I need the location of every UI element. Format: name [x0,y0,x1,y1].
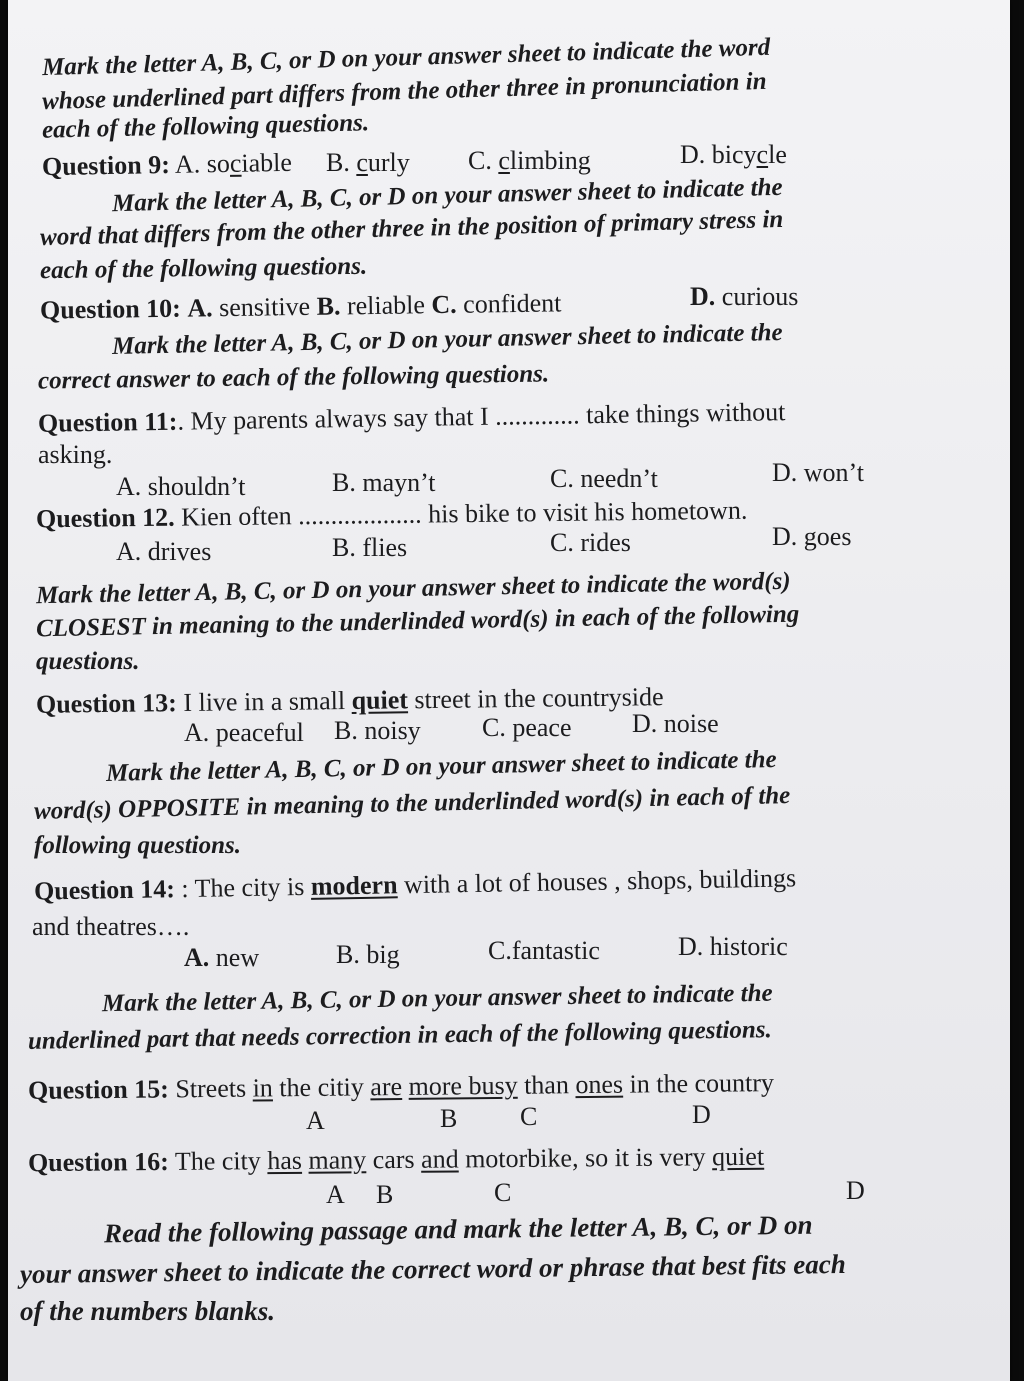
question-13: Question 13: I live in a small quiet street in the countryside [35,682,664,719]
option-c[interactable]: C. peace [482,713,572,742]
question-text: . My parents always say that I ............. take things without [177,397,786,436]
option-c[interactable]: C. confident [431,288,562,320]
option-d[interactable]: D. historic [678,932,788,961]
option-d[interactable]: D. curious [690,282,799,311]
instruction-line: of the numbers blanks. [20,1296,276,1326]
instruction-line: underlined part that needs correction in each of the following questions. [27,1016,772,1055]
underlined-c[interactable]: and [420,1144,459,1174]
underlined-word: quiet [351,685,409,715]
option-b[interactable]: B. big [336,940,400,969]
label-b: B [376,1180,394,1209]
option-c[interactable]: C. rides [550,528,631,557]
question-text: asking. [38,440,113,469]
question-number: Question 14: [33,874,176,906]
label-c: C [520,1102,538,1131]
question-number: Question 9: [41,149,171,182]
label-a: A [306,1106,325,1135]
option-a[interactable]: A. sensitive [187,291,311,323]
option-c[interactable]: C. climbing [468,146,591,175]
label-b: B [440,1104,458,1133]
underlined-a[interactable]: in [252,1073,273,1103]
option-a[interactable]: A. new [184,943,260,972]
instruction-line: correct answer to each of the following questions. [37,360,550,395]
option-c[interactable]: C.fantastic [488,936,600,965]
option-b[interactable]: B. reliable [316,290,426,321]
instruction-line: Mark the letter A, B, C, or D on your answer sheet to indicate the [105,745,777,788]
instruction-line: Mark the letter A, B, C, or D on your answer sheet to indicate the [101,979,773,1018]
question-number: Question 11: [37,406,178,438]
option-a[interactable]: A. drives [116,537,212,566]
question-number: Question 16: [27,1146,169,1178]
instruction-line: word(s) OPPOSITE in meaning to the underlinded word(s) in each of the [33,782,791,825]
option-b[interactable]: B. mayn’t [332,468,436,497]
option-b[interactable]: B. noisy [334,716,421,745]
underlined-b[interactable]: many [308,1145,367,1175]
option-a[interactable]: A. sociable [174,147,293,179]
underlined-d[interactable]: ones [575,1069,624,1100]
underlined-word: modern [310,870,398,901]
underlined-b[interactable]: are [370,1071,403,1102]
instruction-line: word that differs from the other three in the position of primary stress in [39,205,784,252]
instruction-line: your answer sheet to indicate the correct word or phrase that best fits each [19,1248,846,1290]
underlined-a[interactable]: has [267,1145,303,1176]
question-number: Question 12. [35,502,175,534]
option-a[interactable]: A. peaceful [184,718,304,747]
question-16: Question 16: The city has many cars and motorbike, so it is very quiet [27,1141,765,1178]
label-a: A [326,1180,345,1209]
question-text: Kien often ................... his bike to visit his hometown. [181,495,748,532]
instruction-line: Read the following passage and mark the letter A, B, C, or D on [103,1209,813,1249]
question-number: Question 13: [35,688,178,719]
instruction-line: CLOSEST in meaning to the underlinded word(s) in each of the following [35,600,800,643]
instruction-line: Mark the letter A, B, C, or D on your answer sheet to indicate the word [41,33,771,82]
option-c[interactable]: C. needn’t [550,464,658,493]
option-b[interactable]: B. curly [326,148,410,177]
question-10 [40,288,562,325]
option-d[interactable]: D. noise [632,709,719,738]
label-d: D [692,1100,711,1129]
question-11 [38,397,786,439]
question-15: Question 15: Streets in the citiy are more busy than ones in the country [27,1068,775,1105]
instruction-line: each of the following questions. [41,109,370,144]
instruction-line: each of the following questions. [39,252,368,285]
option-d[interactable]: D. bicycle [680,140,787,169]
underlined-d[interactable]: quiet [711,1141,765,1172]
question-14: Question 14: : The city is modern with a lot of houses , shops, buildings [33,863,797,906]
option-b[interactable]: B. flies [332,533,408,562]
option-d[interactable]: D. goes [772,522,852,551]
label-c: C [494,1178,512,1207]
instruction-line: whose underlined part differs from the other three in pronunciation in [41,67,767,116]
instruction-line: questions. [36,648,140,675]
instruction-line: following questions. [34,832,241,859]
instruction-line: Mark the letter A, B, C, or D on your answer sheet to indicate the word(s) [35,567,791,610]
question-text: and theatres…. [32,912,190,941]
question-9 [42,148,292,182]
question-number: Question 10: [39,293,182,325]
label-d: D [846,1176,865,1205]
instruction-line: Mark the letter A, B, C, or D on your answer sheet to indicate the [111,318,783,361]
option-a[interactable]: A. shouldn’t [116,472,246,501]
question-number: Question 15: [27,1074,170,1105]
underlined-c[interactable]: more busy [408,1070,518,1101]
exam-sheet [8,0,1010,1381]
instruction-line: Mark the letter A, B, C, or D on your answer sheet to indicate the [111,173,783,218]
option-d[interactable]: D. won’t [772,458,864,487]
